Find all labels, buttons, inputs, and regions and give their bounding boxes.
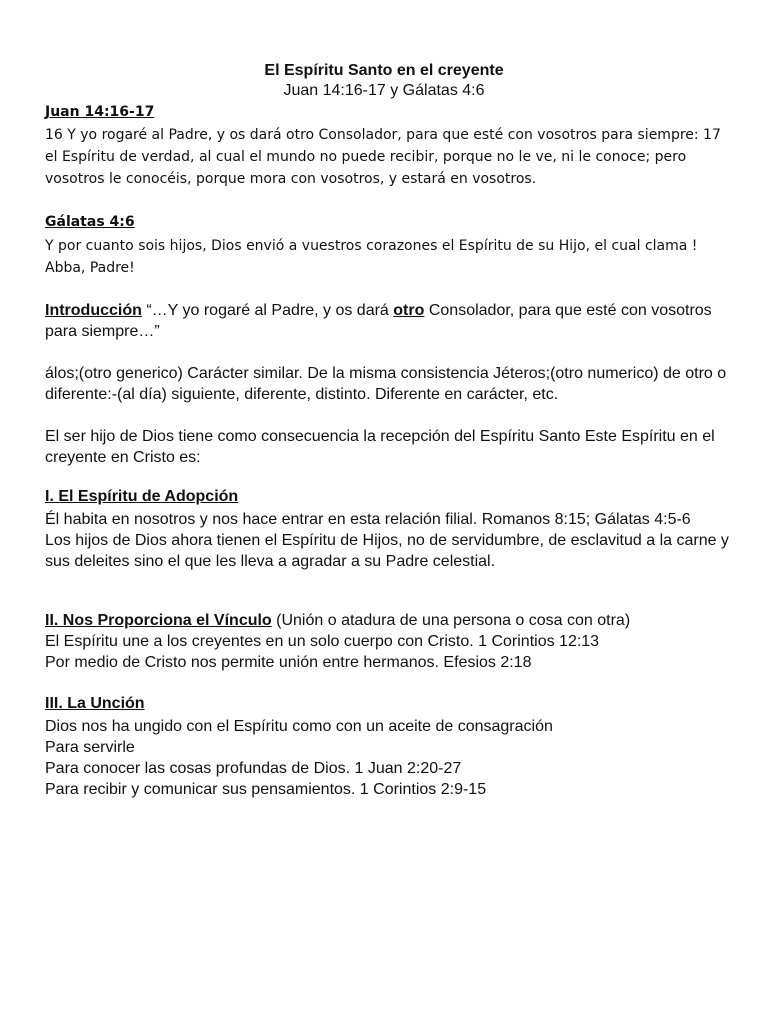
introduction-quote-start: “…Y yo rogaré al Padre, y os dará [141, 302, 394, 319]
introduction-paragraph [45, 300, 735, 342]
verse-heading-galatas: Gálatas 4:6 [45, 214, 135, 230]
introduction-emphasis: otro [393, 302, 425, 319]
section-heading-adopcion: I. El Espíritu de Adopción [45, 488, 239, 505]
section-vinculo-line: El Espíritu une a los creyentes en un solo cuerpo con Cristo. 1 Corintios 12:13 [45, 633, 600, 650]
paragraph-consecuencia: El ser hijo de Dios tiene como consecuencia la recepción del Espíritu Santo Este Espíritu en el creyente en Cristo es: [45, 428, 715, 466]
section-uncion-line: Para conocer las cosas profundas de Dios. 1 Juan 2:20-27 [45, 760, 462, 777]
document-title: El Espíritu Santo en el creyente [264, 62, 504, 79]
section-adopcion-line: Los hijos de Dios ahora tienen el Espíritu de Hijos, no de servidumbre, de esclavitud a la carne y sus deleites sino el que les lleva a agradar a su Padre celestial. [45, 532, 729, 570]
section-uncion-line: Para servirle [45, 739, 135, 756]
verse-heading-juan: Juan 14:16-17 [45, 104, 155, 120]
section-vinculo-body [45, 631, 735, 673]
verse-text-juan: 16 Y yo rogaré al Padre, y os dará otro Consolador, para que esté con vosotros para siempre: 17 el Espíritu de verdad, al cual el mundo no puede recibir, porque no le ve, ni le conoce; pero vosotros le conocéis, porque mora con vosotros, y estará en vosotros. [45, 127, 721, 187]
section-vinculo-heading-line [45, 610, 735, 631]
introduction-quote-end: Consolador, para que esté con vosotros para siempre…” [45, 302, 712, 340]
section-vinculo-note: (Unión o atadura de una persona o cosa con otra) [271, 612, 631, 629]
section-adopcion-line: Él habita en nosotros y nos hace entrar en esta relación filial. Romanos 8:15; Gálatas 4:5-6 [45, 511, 691, 528]
paragraph-otro-definition: álos;(otro generico) Carácter similar. De la misma consistencia Jéteros;(otro numerico) de otro o diferente:-(al día) siguiente, diferente, distinto. Diferente en carácter, etc. [45, 365, 727, 403]
section-heading-uncion: III. La Unción [45, 695, 145, 712]
section-heading-vinculo: II. Nos Proporciona el Vínculo [45, 612, 272, 629]
introduction-label: Introducción [45, 302, 142, 319]
section-adopcion-body [45, 509, 735, 572]
section-vinculo-line: Por medio de Cristo nos permite unión entre hermanos. Efesios 2:18 [45, 654, 532, 671]
document-subtitle: Juan 14:16-17 y Gálatas 4:6 [283, 82, 485, 99]
section-uncion-line: Para recibir y comunicar sus pensamientos. 1 Corintios 2:9-15 [45, 781, 487, 798]
section-uncion-line: Dios nos ha ungido con el Espíritu como con un aceite de consagración [45, 718, 553, 735]
verse-text-galatas: Y por cuanto sois hijos, Dios envió a vuestros corazones el Espíritu de su Hijo, el cual clama ! Abba, Padre! [45, 238, 698, 276]
section-uncion-body [45, 716, 735, 800]
